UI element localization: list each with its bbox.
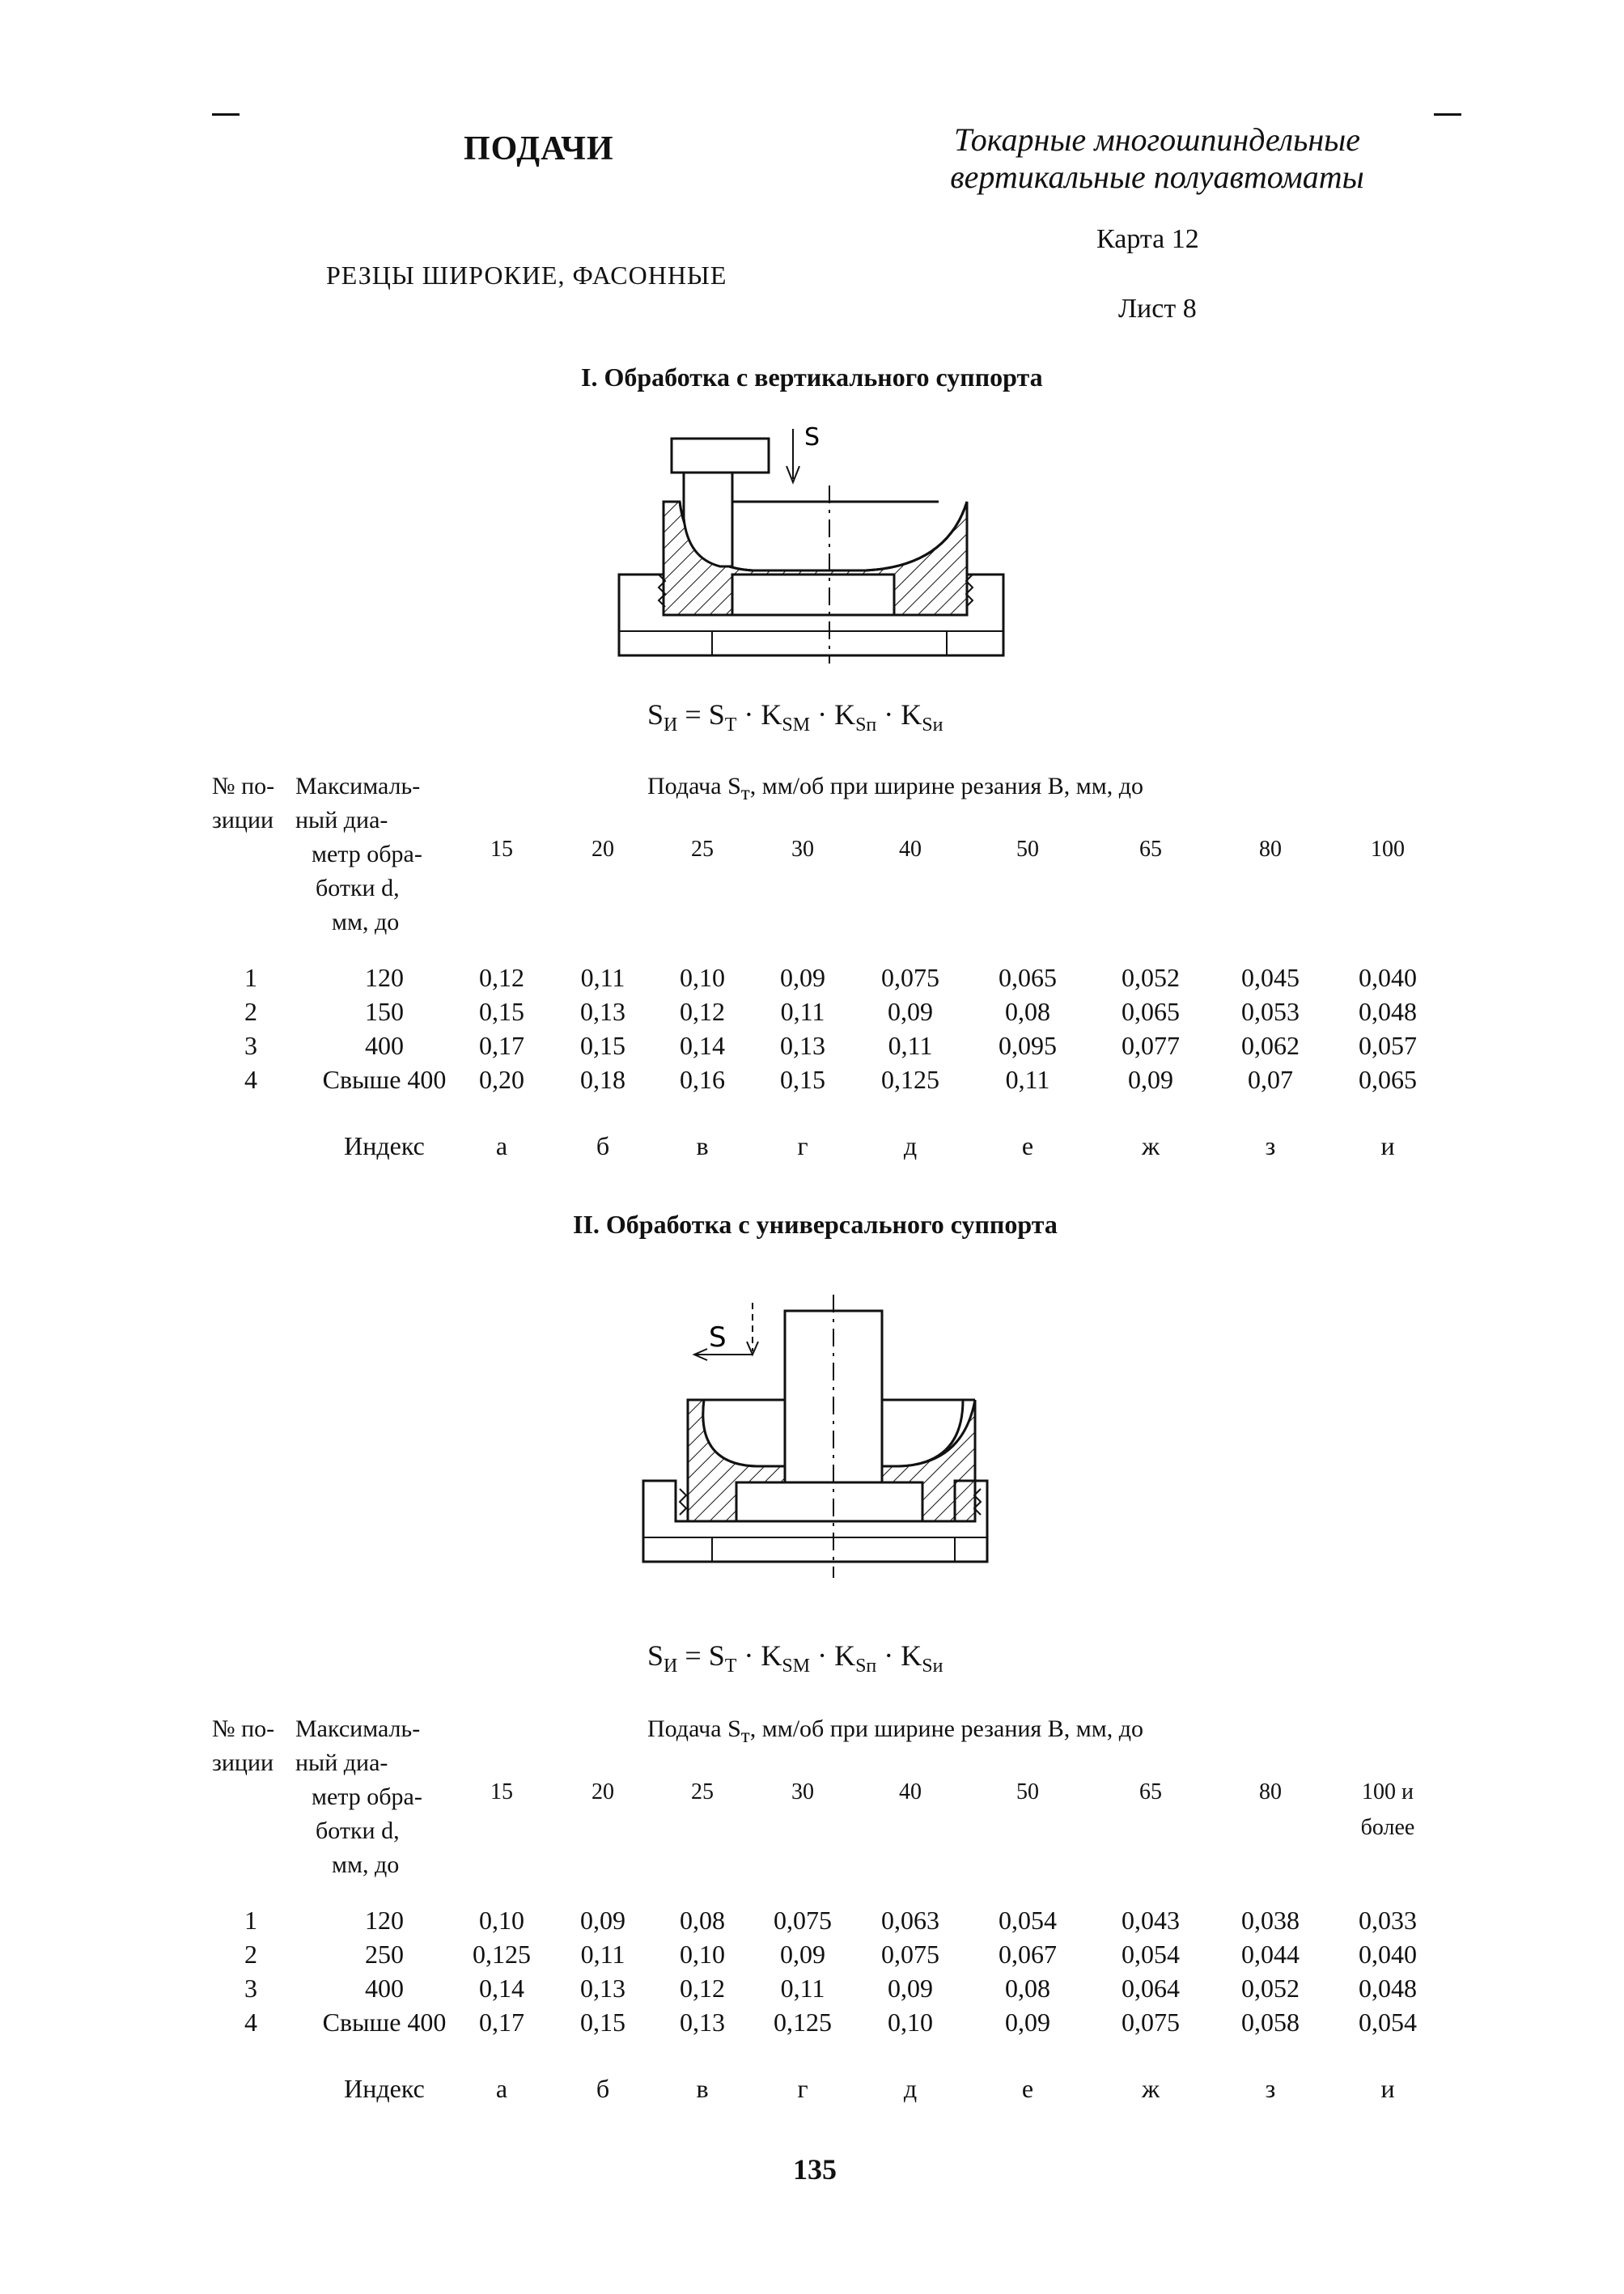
index-letter: и	[1380, 1131, 1395, 1160]
feed-value: 0,040	[1359, 1940, 1417, 1969]
index-label: Индекс	[344, 1131, 425, 1160]
feed-arrow-label: S	[709, 1321, 727, 1354]
feed-value: 0,10	[479, 1906, 524, 1935]
feed-value: 0,033	[1359, 1906, 1417, 1935]
feed-value: 0,052	[1241, 1974, 1300, 2003]
row-diameter: 120	[365, 1906, 404, 1935]
width-col-header: 30	[791, 1779, 814, 1804]
feed-value: 0,125	[473, 1940, 531, 1969]
feed-value: 0,10	[888, 2008, 933, 2037]
feed-value: 0,15	[580, 1031, 625, 1060]
feed-value: 0,14	[680, 1031, 725, 1060]
section-2-title: II. Обработка с универсального суппорта	[573, 1210, 1058, 1239]
col-diam-header-line4: ботки d,	[316, 1817, 400, 1844]
feed-value: 0,064	[1122, 1974, 1180, 2003]
feed-value: 0,11	[888, 1031, 933, 1060]
section-1-title: I. Обработка с вертикального суппорта	[581, 363, 1043, 392]
corner-mark-left	[212, 113, 240, 116]
width-col-header: 50	[1016, 1779, 1039, 1804]
width-col-header: 20	[592, 1779, 614, 1804]
feed-value: 0,038	[1241, 1906, 1300, 1935]
feed-value: 0,075	[1122, 2008, 1180, 2037]
feed-value: 0,10	[680, 1940, 725, 1969]
feed-value: 0,18	[580, 1065, 625, 1094]
feed-header-text: Подача S	[647, 773, 741, 799]
vertical-support-drawing	[599, 421, 1052, 664]
feed-value: 0,08	[1005, 1974, 1050, 2003]
col-diam-header-line3: метр обра-	[312, 841, 422, 867]
feed-value: 0,13	[680, 2008, 725, 2037]
index-letter: е	[1021, 2074, 1034, 2103]
feed-value: 0,043	[1122, 1906, 1180, 1935]
feed-value: 0,13	[780, 1031, 825, 1060]
page-number: 135	[793, 2153, 837, 2186]
row-diameter: 150	[365, 997, 404, 1026]
row-diameter: 250	[365, 1940, 404, 1969]
width-col-header: 20	[592, 837, 614, 862]
feed-value: 0,09	[780, 1940, 825, 1969]
feed-value: 0,075	[881, 1940, 939, 1969]
feed-value: 0,12	[479, 963, 524, 992]
feed-value: 0,048	[1359, 1974, 1417, 2003]
feed-value: 0,052	[1122, 963, 1180, 992]
feed-value: 0,09	[888, 1974, 933, 2003]
feed-value: 0,16	[680, 1065, 725, 1094]
feed-header-sub: т	[740, 782, 750, 804]
col-diam-header-line2: ный диа-	[295, 807, 388, 833]
feed-value: 0,09	[1128, 1065, 1173, 1094]
universal-support-drawing	[631, 1295, 1020, 1578]
feed-value: 0,075	[774, 1906, 832, 1935]
feed-value: 0,075	[881, 963, 939, 992]
feed-value: 0,077	[1122, 1031, 1180, 1060]
feed-formula-1: $S_И = S_Т \cdot K_{SM} \cdot K_{Sп} \cdot K_{Sи}$	[647, 698, 943, 736]
col-diam-header-line1: Максималь-	[295, 773, 421, 799]
index-letter: б	[596, 2074, 610, 2103]
row-position: 3	[244, 1031, 257, 1060]
width-col-header: 30	[791, 837, 814, 862]
machine-type-title	[906, 121, 1408, 196]
width-col-header: 40	[899, 837, 922, 862]
index-letter: е	[1021, 1131, 1034, 1160]
feed-value: 0,095	[999, 1031, 1057, 1060]
feed-value: 0,125	[774, 2008, 832, 2037]
width-col-header: 80	[1259, 1779, 1282, 1804]
feed-value: 0,053	[1241, 997, 1300, 1026]
width-col-header: 40	[899, 1779, 922, 1804]
feed-value: 0,11	[1005, 1065, 1050, 1094]
col-pos-header-line1: № по-	[212, 773, 275, 799]
feed-header	[647, 1711, 1143, 1754]
col-pos-header-line2: зиции	[212, 807, 274, 833]
feed-value: 0,125	[881, 1065, 939, 1094]
feed-value: 0,15	[780, 1065, 825, 1094]
feed-header-text: Подача S	[647, 1715, 741, 1742]
width-col-header-line2: более	[1360, 1815, 1415, 1840]
row-position: 2	[244, 997, 257, 1026]
feed-value: 0,17	[479, 2008, 524, 2037]
feed-value: 0,12	[680, 997, 725, 1026]
feed-value: 0,044	[1241, 1940, 1300, 1969]
feed-value: 0,09	[780, 963, 825, 992]
width-col-header: 25	[691, 837, 714, 862]
index-letter: ж	[1141, 1131, 1160, 1160]
sheet-number: Лист 8	[1118, 294, 1197, 324]
index-letter: з	[1265, 2074, 1276, 2103]
card-number: Карта 12	[1096, 224, 1199, 254]
feed-header-text-rest: , мм/об при ширине резания В, мм, до	[749, 773, 1143, 799]
machine-type-line1: Токарные многошпиндельные	[953, 121, 1361, 158]
index-letter: д	[903, 2074, 918, 2103]
col-diam-header-line4: ботки d,	[316, 875, 400, 901]
row-position: 2	[244, 1940, 257, 1969]
row-diameter: Свыше 400	[322, 2008, 447, 2037]
feed-value: 0,20	[479, 1065, 524, 1094]
index-letter: г	[797, 2074, 808, 2103]
feed-header-text-rest: , мм/об при ширине резания В, мм, до	[749, 1715, 1143, 1742]
feed-value: 0,065	[1359, 1065, 1417, 1094]
width-col-header: 65	[1139, 837, 1162, 862]
col-diam-header-line5: мм, до	[332, 1851, 400, 1878]
feed-arrow-label: S	[804, 423, 820, 452]
index-letter: ж	[1141, 2074, 1160, 2103]
width-col-header: 25	[691, 1779, 714, 1804]
col-diam-header-line2: ный диа-	[295, 1749, 388, 1776]
feed-value: 0,10	[680, 963, 725, 992]
col-diam-header-line1: Максималь-	[295, 1715, 421, 1742]
width-col-header: 100	[1371, 837, 1405, 862]
page-heading: ПОДАЧИ	[464, 130, 614, 167]
row-position: 1	[244, 963, 257, 992]
row-position: 4	[244, 2008, 257, 2037]
row-position: 4	[244, 1065, 257, 1094]
feed-value: 0,048	[1359, 997, 1417, 1026]
feed-value: 0,11	[580, 963, 625, 992]
width-col-header: 80	[1259, 837, 1282, 862]
feed-value: 0,057	[1359, 1031, 1417, 1060]
feed-value: 0,054	[1122, 1940, 1180, 1969]
row-diameter: Свыше 400	[322, 1065, 447, 1094]
feed-value: 0,067	[999, 1940, 1057, 1969]
feed-value: 0,040	[1359, 963, 1417, 992]
tool-type-heading: РЕЗЦЫ ШИРОКИЕ, ФАСОННЫЕ	[326, 261, 727, 290]
col-diam-header-line3: метр обра-	[312, 1783, 422, 1810]
feed-value: 0,11	[780, 997, 825, 1026]
feed-header	[647, 769, 1143, 812]
feed-value: 0,063	[881, 1906, 939, 1935]
row-diameter: 400	[365, 1031, 404, 1060]
feed-value: 0,11	[580, 1940, 625, 1969]
feed-value: 0,065	[999, 963, 1057, 992]
row-position: 3	[244, 1974, 257, 2003]
col-pos-header-line2: зиции	[212, 1749, 274, 1776]
feed-value: 0,08	[1005, 997, 1050, 1026]
index-label: Индекс	[344, 2074, 425, 2103]
feed-value: 0,15	[479, 997, 524, 1026]
width-col-header: 100 и	[1362, 1779, 1414, 1804]
width-col-header: 15	[490, 1779, 513, 1804]
index-letter: д	[903, 1131, 918, 1160]
feed-value: 0,17	[479, 1031, 524, 1060]
index-letter: г	[797, 1131, 808, 1160]
feed-value: 0,054	[999, 1906, 1057, 1935]
feed-formula-2: $S_И = S_Т \cdot K_{SM} \cdot K_{Sп} \cdot K_{Sи}$	[647, 1639, 943, 1677]
row-position: 1	[244, 1906, 257, 1935]
col-pos-header-line1: № по-	[212, 1715, 275, 1742]
feed-header-sub: т	[740, 1725, 750, 1747]
feed-value: 0,09	[580, 1906, 625, 1935]
corner-mark-right	[1434, 113, 1461, 116]
index-letter: в	[696, 1131, 709, 1160]
feed-value: 0,065	[1122, 997, 1180, 1026]
row-diameter: 120	[365, 963, 404, 992]
width-col-header: 15	[490, 837, 513, 862]
row-diameter: 400	[365, 1974, 404, 2003]
feed-value: 0,15	[580, 2008, 625, 2037]
feed-value: 0,11	[780, 1974, 825, 2003]
index-letter: в	[696, 2074, 709, 2103]
feed-value: 0,09	[1005, 2008, 1050, 2037]
feed-value: 0,045	[1241, 963, 1300, 992]
feed-value: 0,08	[680, 1906, 725, 1935]
width-col-header: 50	[1016, 837, 1039, 862]
index-letter: з	[1265, 1131, 1276, 1160]
feed-value: 0,058	[1241, 2008, 1300, 2037]
index-letter: а	[495, 1131, 508, 1160]
feed-value: 0,14	[479, 1974, 524, 2003]
feed-value: 0,07	[1248, 1065, 1293, 1094]
feed-value: 0,13	[580, 1974, 625, 2003]
col-diam-header-line5: мм, до	[332, 909, 400, 935]
feed-value: 0,054	[1359, 2008, 1417, 2037]
width-col-header: 65	[1139, 1779, 1162, 1804]
machine-type-line2: вертикальные полуавтоматы	[950, 159, 1364, 195]
index-letter: и	[1380, 2074, 1395, 2103]
feed-value: 0,13	[580, 997, 625, 1026]
index-letter: б	[596, 1131, 610, 1160]
index-letter: а	[495, 2074, 508, 2103]
feed-value: 0,12	[680, 1974, 725, 2003]
feed-value: 0,062	[1241, 1031, 1300, 1060]
feed-value: 0,09	[888, 997, 933, 1026]
